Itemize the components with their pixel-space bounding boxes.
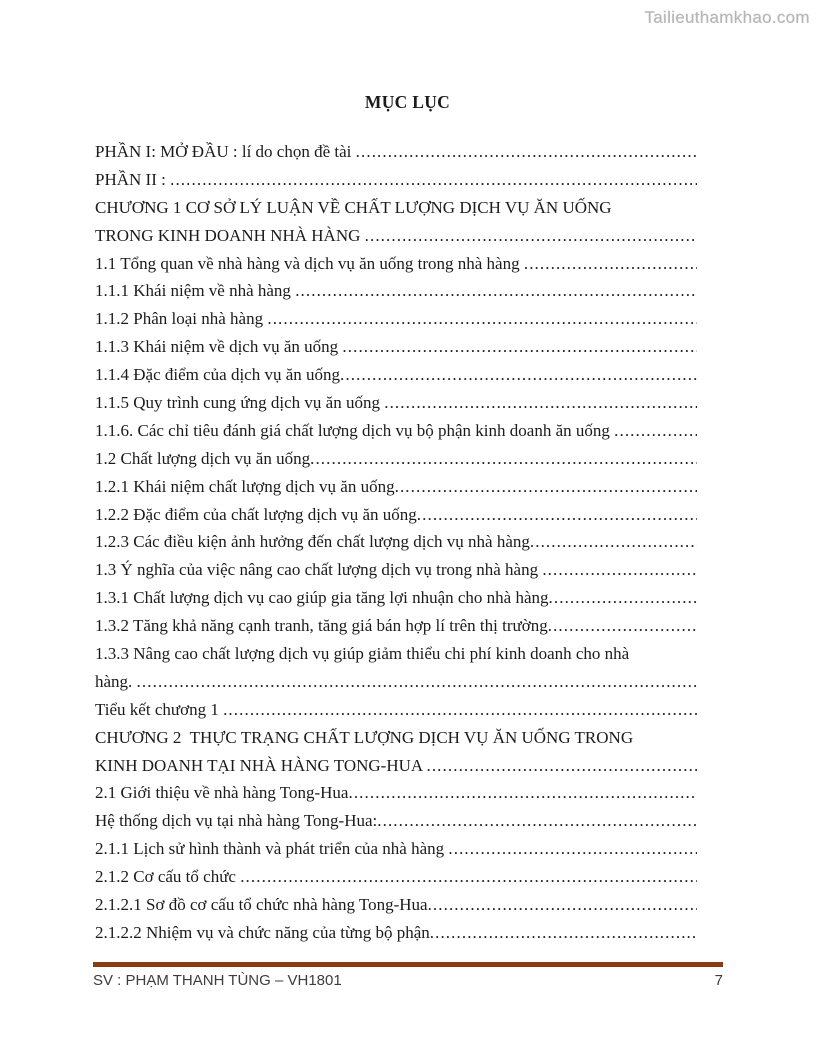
page-content	[95, 90, 720, 947]
toc-entry-text: TRONG KINH DOANH NHÀ HÀNG	[95, 225, 365, 245]
toc-entry	[95, 277, 697, 305]
toc-entry	[95, 696, 697, 724]
toc-leader-dots	[240, 863, 697, 891]
toc-entry	[95, 166, 697, 194]
toc-leader-dots	[295, 277, 697, 305]
toc-entry-text: hàng.	[95, 671, 137, 691]
toc-entry-text: 1.1.1 Khái niệm về nhà hàng	[95, 281, 296, 301]
toc-leader-dots	[417, 501, 697, 529]
toc-entry	[95, 194, 697, 222]
toc-entry-text: 2.1 Giới thiệu về nhà hàng Tong-Hua	[95, 783, 349, 803]
toc-leader-dots	[223, 696, 697, 724]
toc-entry	[95, 752, 697, 780]
toc-leader-dots	[426, 752, 697, 780]
toc-leader-dots	[448, 835, 697, 863]
toc-entry	[95, 222, 697, 250]
toc-entry-text: 2.1.1 Lịch sử hình thành và phát triển của nhà hàng	[95, 839, 449, 859]
toc-entry	[95, 891, 697, 919]
toc-entry-text: 1.2.1 Khái niệm chất lượng dịch vụ ăn uống	[95, 476, 395, 496]
toc-leader-dots	[348, 779, 697, 807]
toc-leader-dots	[356, 138, 697, 166]
toc-leader-dots	[548, 612, 697, 640]
toc-leader-dots	[384, 389, 697, 417]
toc-entry	[95, 612, 697, 640]
toc-entry	[95, 333, 697, 361]
watermark-text: Tailieuthamkhao.com	[644, 8, 810, 27]
toc-leader-dots	[430, 919, 697, 947]
toc-entry-text: 1.3.1 Chất lượng dịch vụ cao giúp gia tăng lợi nhuận cho nhà hàng	[95, 588, 549, 608]
footer-divider	[93, 962, 723, 967]
page-footer	[93, 962, 723, 989]
toc-entry	[95, 528, 697, 556]
toc-entry	[95, 305, 697, 333]
toc-entry	[95, 807, 697, 835]
toc-leader-dots	[428, 891, 697, 919]
toc-leader-dots	[365, 222, 697, 250]
toc-leader-dots	[542, 556, 697, 584]
toc-entry-text: PHẦN I: MỞ ĐẦU : lí do chọn đề tài	[95, 142, 356, 161]
toc-entry-text: 1.1.6. Các chỉ tiêu đánh giá chất lượng dịch vụ bộ phận kinh doanh ăn uống	[95, 420, 615, 440]
toc-entry	[95, 250, 697, 278]
toc-entry-text: 2.1.2 Cơ cấu tổ chức	[95, 867, 241, 887]
toc-entry-text: 1.1 Tổng quan về nhà hàng và dịch vụ ăn uống trong nhà hàng	[95, 253, 524, 273]
page-title: MỤC LỤC	[364, 92, 451, 112]
toc-entry	[95, 473, 697, 501]
toc-entry-text: Tiểu kết chương 1	[95, 699, 224, 719]
toc-entry	[95, 361, 697, 389]
toc-leader-dots	[377, 807, 697, 835]
toc-leader-dots	[267, 305, 697, 333]
toc-entry-text: 1.3.2 Tăng khả năng cạnh tranh, tăng giá bán hợp lí trên thị trường	[95, 616, 548, 636]
toc-entry-text: 1.2.3 Các điều kiện ảnh hưởng đến chất lượng dịch vụ nhà hàng	[95, 532, 530, 552]
toc-leader-dots	[342, 333, 697, 361]
toc-leader-dots	[395, 473, 697, 501]
toc-entry	[95, 445, 697, 473]
toc-entry	[95, 138, 697, 166]
toc-entry	[95, 389, 697, 417]
toc-leader-dots	[524, 250, 697, 278]
toc-list	[95, 138, 697, 947]
toc-entry	[95, 724, 697, 752]
toc-leader-dots	[614, 417, 697, 445]
toc-entry-text: 1.1.5 Quy trình cung ứng dịch vụ ăn uống	[95, 393, 385, 413]
toc-leader-dots	[137, 668, 697, 696]
toc-entry	[95, 417, 697, 445]
toc-entry-text: Hệ thống dịch vụ tại nhà hàng Tong-Hua:	[95, 811, 378, 831]
toc-entry-text: KINH DOANH TẠI NHÀ HÀNG TONG-HUA	[95, 755, 427, 775]
toc-entry-text: CHƯƠNG 1 CƠ SỞ LÝ LUẬN VỀ CHẤT LƯỢNG DỊCH VỤ ĂN UỐNG	[95, 197, 612, 217]
toc-entry-text: 1.1.4 Đặc điểm của dịch vụ ăn uống	[95, 365, 341, 385]
footer-author: SV : PHẠM THANH TÙNG – VH1801	[93, 972, 342, 989]
toc-entry	[95, 779, 697, 807]
toc-leader-dots	[170, 166, 697, 194]
toc-entry-text: 1.2.2 Đặc điểm của chất lượng dịch vụ ăn uống	[95, 504, 417, 524]
toc-entry-text: 2.1.2.1 Sơ đồ cơ cấu tổ chức nhà hàng Tong-Hua	[95, 895, 428, 915]
toc-entry	[95, 556, 697, 584]
toc-entry-text: CHƯƠNG 2 THỰC TRẠNG CHẤT LƯỢNG DỊCH VỤ ĂN UỐNG TRONG	[95, 727, 634, 747]
toc-leader-dots	[310, 445, 697, 473]
toc-entry-text: 1.1.2 Phân loại nhà hàng	[95, 309, 268, 329]
toc-entry-text: 1.2 Chất lượng dịch vụ ăn uống	[95, 448, 311, 468]
toc-entry-text: 1.1.3 Khái niệm về dịch vụ ăn uống	[95, 337, 343, 357]
toc-entry	[95, 668, 697, 696]
toc-leader-dots	[340, 361, 697, 389]
toc-entry	[95, 919, 697, 947]
toc-entry	[95, 863, 697, 891]
footer-text-row	[93, 972, 723, 989]
toc-entry-text: 2.1.2.2 Nhiệm vụ và chức năng của từng bộ phận	[95, 922, 430, 942]
footer-page-number: 7	[714, 972, 723, 989]
toc-leader-dots	[549, 584, 697, 612]
toc-entry-text: PHẦN II :	[95, 169, 171, 189]
toc-entry	[95, 640, 697, 668]
toc-entry-text: 1.3 Ý nghĩa của việc nâng cao chất lượng dịch vụ trong nhà hàng	[95, 560, 543, 580]
toc-entry-text: 1.3.3 Nâng cao chất lượng dịch vụ giúp giảm thiểu chi phí kinh doanh cho nhà	[95, 644, 630, 664]
toc-entry	[95, 501, 697, 529]
toc-entry	[95, 584, 697, 612]
toc-leader-dots	[530, 528, 697, 556]
toc-entry	[95, 835, 697, 863]
